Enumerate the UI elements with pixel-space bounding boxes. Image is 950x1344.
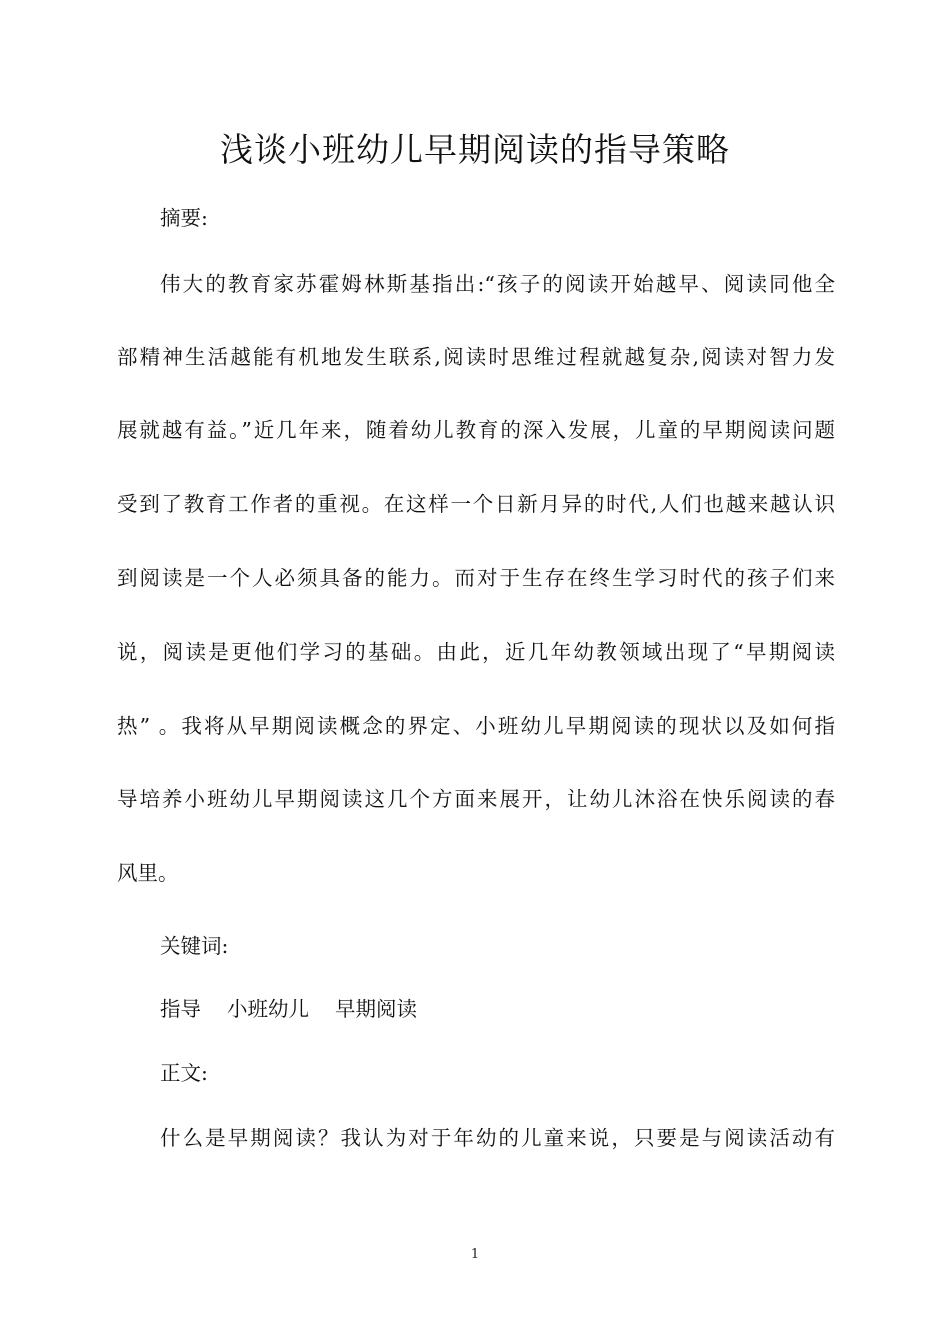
keyword: 早期阅读 (335, 997, 417, 1021)
abstract-line-6: 说，阅读是更他们学习的基础。由此，近几年幼教领域出现了“早期阅读 (117, 640, 835, 664)
keyword: 指导 (160, 997, 201, 1021)
body-label: 正文: (160, 1061, 208, 1085)
abstract-line-1: 伟大的教育家苏霍姆林斯基指出:“孩子的阅读开始越早、阅读同他全 (160, 272, 835, 296)
keywords-list (160, 995, 417, 1023)
abstract-line-7: 热” 。我将从早期阅读概念的界定、小班幼儿早期阅读的现状以及如何指 (117, 714, 835, 738)
abstract-line-3: 展就越有益。”近几年来，随着幼儿教育的深入发展，儿童的早期阅读问题 (117, 418, 835, 442)
abstract-line-9: 风里。 (117, 861, 179, 885)
abstract-line-2: 部精神生活越能有机地发生联系,阅读时思维过程就越复杂,阅读对智力发 (117, 345, 835, 369)
abstract-line-8: 导培养小班幼儿早期阅读这几个方面来展开，让幼儿沐浴在快乐阅读的春 (117, 787, 835, 811)
abstract-line-4: 受到了教育工作者的重视。在这样一个日新月异的时代,人们也越来越认识 (117, 492, 835, 516)
abstract-line-5: 到阅读是一个人必须具备的能力。而对于生存在终生学习时代的孩子们来 (117, 566, 835, 590)
document-title: 浅谈小班幼儿早期阅读的指导策略 (220, 130, 730, 169)
keyword: 小班幼儿 (227, 997, 309, 1021)
body-paragraph-line-1: 什么是早期阅读？我认为对于年幼的儿童来说，只要是与阅读活动有 (160, 1126, 835, 1150)
page-number: 1 (470, 1247, 480, 1262)
keywords-label: 关键词: (160, 934, 229, 958)
abstract-label: 摘要: (160, 206, 208, 230)
